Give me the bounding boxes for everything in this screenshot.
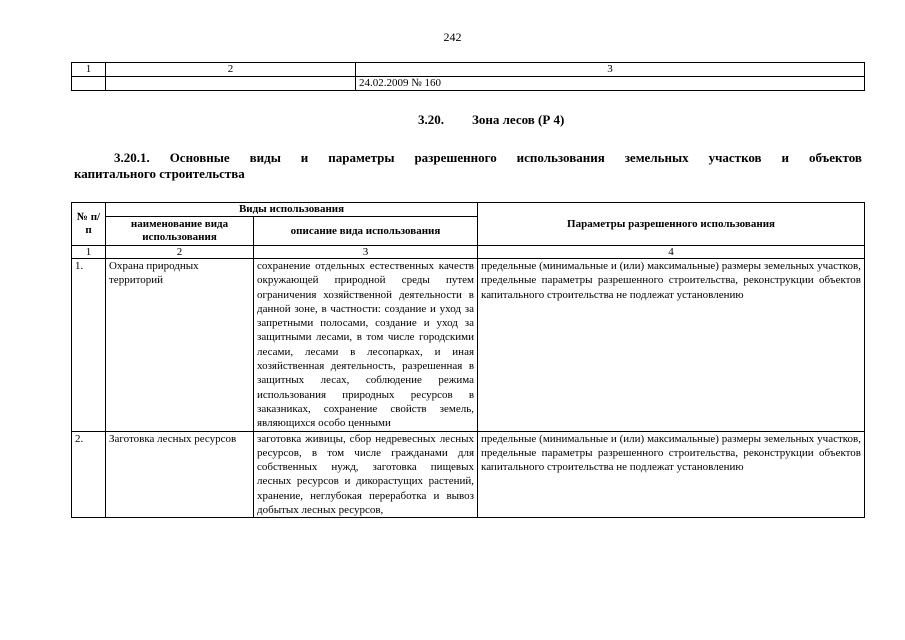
subsection-word: параметры: [328, 150, 395, 165]
header-num: № п/п: [72, 203, 106, 246]
col-index-4: 4: [478, 246, 865, 259]
header-description: описание вида использования: [254, 217, 478, 246]
subsection-line-1: [74, 150, 862, 166]
table-row: [72, 259, 865, 432]
use-type-name: Заготовка лесных ресурсов: [106, 431, 254, 518]
use-type-name: Охрана природных территорий: [106, 259, 254, 432]
empty-cell: [72, 77, 106, 91]
section-number: 3.20.: [418, 112, 444, 127]
subsection-number: 3.20.1.: [114, 150, 150, 165]
continuation-table: [71, 62, 865, 91]
subsection-word: виды: [249, 150, 281, 165]
subsection-word: земельных: [624, 150, 689, 165]
subsection-word: участков: [708, 150, 762, 165]
use-type-description: сохранение отдельных естественных качеств окружающей природной среды путем ограничения хозяйственной деятельности в данной зоне, в частности: создание и уход за запретными полосами, создание и уход за защитными лесами, в том числе городскими лесами, лесами в лесопарках, и иная хозяйственная деятельность, разрешенная в защитных лесах, соблюдение режима использования природных ресурсов в заказниках, сохранение свойств земель, являющихся особо ценными: [254, 259, 478, 432]
subsection-heading: [74, 150, 862, 182]
table-row: [72, 63, 865, 77]
col-index-3: 3: [254, 246, 478, 259]
header-use-types: Виды использования: [106, 203, 478, 217]
land-use-table: [71, 202, 865, 518]
empty-cell: [106, 77, 356, 91]
subsection-line-2: капитального строительства: [74, 166, 245, 181]
table-row: [72, 77, 865, 91]
subsection-word: Основные: [169, 150, 230, 165]
col-number-2: 2: [106, 63, 356, 77]
use-type-description: заготовка живицы, сбор недревесных лесных ресурсов, в том числе гражданами для собственных нужд, заготовка пищевых лесных ресурсов и дикорастущих растений, хранение, неглубокая переработка и вывоз добытых лесных ресурсов,: [254, 431, 478, 518]
col-number-1: 1: [72, 63, 106, 77]
col-index-1: 1: [72, 246, 106, 259]
section-title: Зона лесов (Р 4): [472, 112, 565, 127]
table-row: [72, 431, 865, 518]
col-index-2: 2: [106, 246, 254, 259]
document-reference: 24.02.2009 № 160: [356, 77, 865, 91]
subsection-word: использования: [516, 150, 605, 165]
subsection-word: и: [300, 150, 309, 165]
header-row: [72, 203, 865, 217]
subsection-word: разрешенного: [414, 150, 497, 165]
use-parameters: предельные (минимальные и (или) максимальные) размеры земельных участков, предельные параметры разрешенного строительства, реконструкции объектов капитального строительства не подлежат установлению: [478, 259, 865, 432]
header-name: наименование вида использования: [106, 217, 254, 246]
column-index-row: [72, 246, 865, 259]
subsection-word: и: [781, 150, 790, 165]
row-number: 1.: [72, 259, 106, 432]
header-params: Параметры разрешенного использования: [478, 203, 865, 246]
page-number: 242: [443, 30, 462, 44]
use-parameters: предельные (минимальные и (или) максимальные) размеры земельных участков, предельные параметры разрешенного строительства, реконструкции объектов капитального строительства не подлежат установлению: [478, 431, 865, 518]
row-number: 2.: [72, 431, 106, 518]
subsection-word: объектов: [808, 150, 862, 165]
col-number-3: 3: [356, 63, 865, 77]
